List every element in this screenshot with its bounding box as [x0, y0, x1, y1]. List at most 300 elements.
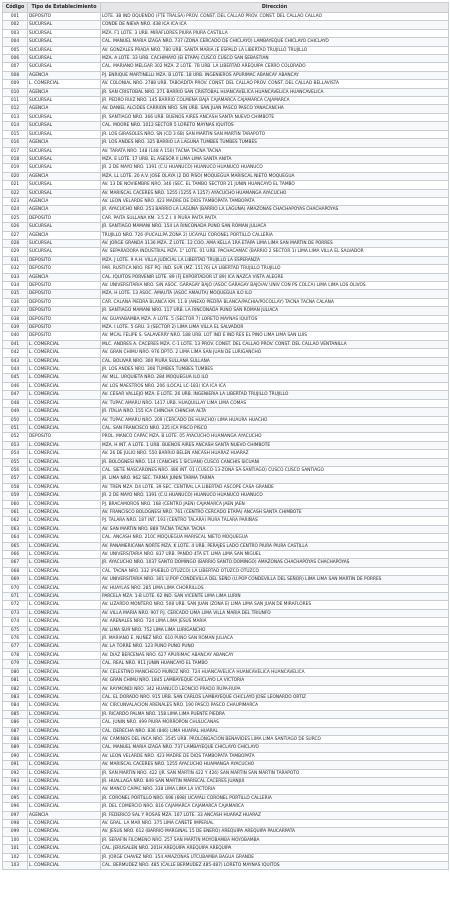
cell-codigo: 064 [3, 534, 28, 542]
table-row [3, 433, 449, 441]
cell-tipo: L. COMERCIAL [28, 761, 101, 769]
table-row [3, 567, 449, 575]
cell-codigo: 032 [3, 265, 28, 273]
cell-codigo: 099 [3, 828, 28, 836]
cell-direccion: AV. JESUS NRO. 612 (BARRIO MARGINAL 15 DE ENERO) AREQUIPA AREQUIPA PAUCARPATA [101, 828, 449, 836]
table-row [3, 668, 449, 676]
table-row [3, 340, 449, 348]
cell-direccion: AV. LOS MAESTROS NRO. 206 (LOCAL LC-183) ICA ICA ICA [101, 382, 449, 390]
table-row [3, 349, 449, 357]
cell-tipo: L. COMERCIAL [28, 609, 101, 617]
cell-tipo: L. COMERCIAL [28, 374, 101, 382]
cell-codigo: 084 [3, 702, 28, 710]
cell-tipo: L. COMERCIAL [28, 660, 101, 668]
cell-codigo: 007 [3, 63, 28, 71]
cell-codigo: 002 [3, 21, 28, 29]
table-row [3, 769, 449, 777]
cell-codigo: 015 [3, 130, 28, 138]
establishments-table [2, 2, 449, 870]
cell-direccion: AV. GRAN CHIMU NRO. 976 DPTO. 2 LIMA LIMA SAN JUAN DE LURIGANCHO [101, 349, 449, 357]
cell-direccion: AV. MARISCAL CACERES NRO. 1255 (1255 A 1257) AYACUCHO HUAMANGA AYACUCHO [101, 189, 449, 197]
cell-direccion: AV. CAMINOS DEL INCA NRO. 3545 URB. PROLONGACION BENAVIDES LIMA LIMA SANTIAGO DE SURCO [101, 735, 449, 743]
cell-tipo: DEPOSITO [28, 214, 101, 222]
cell-direccion: CAL. MANUEL MARIA IZAGA NRO. 737 (ZONA CERCADO DE CHICLAYO) LAMBAYEQUE CHICLAYO CHICLAYO [101, 38, 449, 46]
cell-direccion: JR. CORONEL PORTILLO NRO. 696 (698) UCAYALI CORONEL PORTILLO CALLERIA [101, 794, 449, 802]
cell-tipo: L. COMERCIAL [28, 828, 101, 836]
cell-codigo: 029 [3, 248, 28, 256]
table-row [3, 601, 449, 609]
cell-codigo: 060 [3, 500, 28, 508]
cell-tipo: L. COMERCIAL [28, 424, 101, 432]
cell-tipo: DEPOSITO [28, 433, 101, 441]
cell-codigo: 003 [3, 29, 28, 37]
cell-direccion: CONDE DE NIEVA NRO. 438 ICA ICA ICA [101, 21, 449, 29]
cell-codigo: 010 [3, 88, 28, 96]
cell-direccion: AV. FRANCISCO BOLOGNESI NRO. 761 (CENTRO CERCADO ETAPA) ANCASH SANTA CHIMBOTE [101, 508, 449, 516]
table-row [3, 181, 449, 189]
cell-direccion: PAR. RUSTICA NRO. REF PQ. IND. SUR (MZ. 15176) LA LIBERTAD TRUJILLO TRUJILLO [101, 265, 449, 273]
cell-direccion: PJ. TALARA NRO. 187 INT. 193 (CENTRO TALARA) PIURA TALARA PARIÑAS [101, 517, 449, 525]
cell-tipo: L. COMERCIAL [28, 702, 101, 710]
table-row [3, 239, 449, 247]
table-row [3, 63, 449, 71]
table-row [3, 660, 449, 668]
cell-tipo: L. COMERCIAL [28, 862, 101, 870]
cell-direccion: JR. FEDERICO SAL Y ROSAS MZA. 107 LOTE. 33 ANCASH HUARAZ HUARAZ [101, 811, 449, 819]
cell-codigo: 083 [3, 693, 28, 701]
cell-direccion: CAL. MOORE NRO. 1012 SECTOR 5 LORETO MAYNAS IQUITOS [101, 122, 449, 130]
cell-direccion: AV. CESAR VALLEJO MZA. E LOTE. 26 URB. INGENIERIA LA LIBERTAD TRUJILLO TRUJILLO [101, 391, 449, 399]
cell-codigo: 058 [3, 483, 28, 491]
table-row [3, 374, 449, 382]
cell-direccion: AV. TUPAC AMARU NRO. 209 (CERCADO DE HUACHO) LIMA HUAURA HUACHO [101, 416, 449, 424]
cell-codigo: 092 [3, 769, 28, 777]
cell-direccion: CAL. SIETE MASCARONES NRO. 486 INT. 01 (CUSCO-13-ZONA SA-SANTIAGO) CUSCO CUSCO SANTIAGO [101, 466, 449, 474]
cell-tipo: L. COMERCIAL [28, 643, 101, 651]
table-row [3, 97, 449, 105]
table-row [3, 105, 449, 113]
cell-tipo: AGENCIA [28, 273, 101, 281]
cell-codigo: 013 [3, 113, 28, 121]
table-row [3, 424, 449, 432]
table-row [3, 492, 449, 500]
cell-tipo: AGENCIA [28, 811, 101, 819]
cell-tipo: L. COMERCIAL [28, 357, 101, 365]
cell-tipo: SUCURSAL [28, 147, 101, 155]
table-row [3, 836, 449, 844]
cell-codigo: 079 [3, 660, 28, 668]
cell-codigo: 016 [3, 139, 28, 147]
cell-direccion: CAL. JUNIN NRO. 499 PIURA MORROPON CHULUCANAS [101, 719, 449, 727]
cell-direccion: AV. LEON VELARDE NRO. 423 MADRE DE DIOS TAMBOPATA TAMBOPATA [101, 752, 449, 760]
cell-codigo: 069 [3, 576, 28, 584]
cell-tipo: L. COMERCIAL [28, 593, 101, 601]
establishments-table-container [2, 2, 448, 870]
cell-tipo: AGENCIA [28, 88, 101, 96]
cell-tipo: SUCURSAL [28, 239, 101, 247]
cell-direccion: AV. SEPARADORA INDUSTRIAL MZA. 1° LOTE. 01 URB. PACHACAMAC (BARRIO 2 SECTOR 1) LIMA LIMA VILLA EL SALVADOR [101, 248, 449, 256]
cell-codigo: 071 [3, 593, 28, 601]
cell-tipo: L. COMERCIAL [28, 769, 101, 777]
cell-codigo: 044 [3, 366, 28, 374]
cell-direccion: CAL. REAL NRO. 911 JUNIN HUANCAYO EL TAMBO [101, 660, 449, 668]
cell-tipo: L. COMERCIAL [28, 366, 101, 374]
cell-codigo: 077 [3, 643, 28, 651]
table-row [3, 719, 449, 727]
cell-codigo: 018 [3, 155, 28, 163]
cell-direccion: AV. CELESTINO MANCHEGO MUÑOZ NRO. 724 HUANCAVELICA HUANCAVELICA HUANCAVELICA [101, 668, 449, 676]
cell-tipo: L. COMERCIAL [28, 542, 101, 550]
cell-tipo: L. COMERCIAL [28, 551, 101, 559]
table-row [3, 820, 449, 828]
table-row [3, 147, 449, 155]
cell-direccion: AV. MARISCAL CACERES NRO. 1255 AYACUCHO HUAMANGA AYACUCHO [101, 761, 449, 769]
cell-codigo: 026 [3, 223, 28, 231]
cell-codigo: 001 [3, 13, 28, 21]
cell-codigo: 050 [3, 416, 28, 424]
cell-direccion: AV. TUPAC AMARU NRO. 1417 URB. HUAQUILLAY LIMA LIMA COMAS [101, 399, 449, 407]
header-tipo: Tipo de Establecimiento [28, 3, 101, 13]
cell-tipo: L. COMERCIAL [28, 635, 101, 643]
cell-direccion: AV. JORGE GRANDA 3136 MZA. Z LOTE. 12 COO. AMA KELLA 1RA ETAPA LIMA LIMA SAN MARTIN DE PORRES [101, 239, 449, 247]
cell-codigo: 038 [3, 315, 28, 323]
table-row [3, 13, 449, 21]
cell-tipo: L. COMERCIAL [28, 382, 101, 390]
table-row [3, 635, 449, 643]
cell-codigo: 074 [3, 618, 28, 626]
table-row [3, 88, 449, 96]
cell-tipo: AGENCIA [28, 172, 101, 180]
table-row [3, 290, 449, 298]
cell-direccion: AV. SAN MARTIN NRO. 889 TACNA TACNA TACNA [101, 525, 449, 533]
cell-tipo: L. COMERCIAL [28, 727, 101, 735]
cell-direccion: JR. PEDRO RUIZ NRO. 145 BARRIO COLMENA BAJA CAJAMARCA CAJAMARCA CAJAMARCA [101, 97, 449, 105]
table-row [3, 576, 449, 584]
table-row [3, 366, 449, 374]
cell-codigo: 062 [3, 517, 28, 525]
cell-tipo: DEPOSITO [28, 332, 101, 340]
table-row [3, 248, 449, 256]
cell-tipo: L. COMERCIAL [28, 651, 101, 659]
cell-tipo: L. COMERCIAL [28, 399, 101, 407]
cell-codigo: 047 [3, 391, 28, 399]
cell-direccion: JR. BOLOGNESI NRO. 114 (CANCHIS 1 SICUANI) CUSCO CANCHIS SICUANI [101, 458, 449, 466]
cell-codigo: 005 [3, 46, 28, 54]
cell-direccion: AV. RAYMONDI NRO. 342 HUANUCO LEONCIO PRADO RUPA-RUPA [101, 685, 449, 693]
cell-codigo: 096 [3, 803, 28, 811]
cell-codigo: 021 [3, 181, 28, 189]
table-row [3, 307, 449, 315]
cell-tipo: L. COMERCIAL [28, 475, 101, 483]
cell-codigo: 052 [3, 433, 28, 441]
cell-direccion: JR. AYACUCHO NRO. 1037 SANTO DOMINGO (BARRIO SANTO DOMINGO) AMAZONAS CHACHAPOYAS CHACHAPOYAS [101, 559, 449, 567]
table-row [3, 324, 449, 332]
cell-codigo: 098 [3, 820, 28, 828]
table-row [3, 559, 449, 567]
table-row [3, 458, 449, 466]
cell-direccion: AV. VILLA MARIA NRO. 907 P.J. CERCADO LIMA LIMA VILLA MARIA DEL TRIUNFO [101, 609, 449, 617]
table-row [3, 593, 449, 601]
cell-tipo: L. COMERCIAL [28, 777, 101, 785]
table-row [3, 500, 449, 508]
cell-tipo: L. COMERCIAL [28, 677, 101, 685]
table-header-row [3, 3, 449, 13]
table-row [3, 265, 449, 273]
cell-tipo: DEPOSITO [28, 324, 101, 332]
cell-codigo: 094 [3, 786, 28, 794]
table-row [3, 46, 449, 54]
cell-direccion: CAL. BERMUDEZ NRO. 485 (CALLE BERMUDEZ 485-487) LORETO MAYNAS IQUITOS [101, 862, 449, 870]
cell-direccion: JR. HUALLAGA NRO. 849 SAN MARTIN MARISCAL CACERES JUANJUI [101, 777, 449, 785]
cell-tipo: L. COMERCIAL [28, 786, 101, 794]
cell-direccion: CAL. MANUEL MARIA IZAGA NRO. 737 LAMBAYEQUE CHICLAYO CHICLAYO [101, 744, 449, 752]
table-row [3, 685, 449, 693]
cell-direccion: CAL. ANCASH NRO. 210C MOQUEGUA MARISCAL NIETO MOQUEGUA [101, 534, 449, 542]
table-row [3, 466, 449, 474]
cell-codigo: 037 [3, 307, 28, 315]
cell-direccion: JR. SANTIAGO MAMANI NRO. 117 URB. LA RINCONADA PUNO SAN ROMAN JULIACA [101, 307, 449, 315]
table-row [3, 542, 449, 550]
table-row [3, 811, 449, 819]
cell-direccion: JR. LOS GIRASOLES NRO. SN (CD 3 6B) SAN MARTIN SAN MARTIN TARAPOTO [101, 130, 449, 138]
cell-codigo: 095 [3, 794, 28, 802]
cell-tipo: L. COMERCIAL [28, 340, 101, 348]
cell-tipo: L. COMERCIAL [28, 450, 101, 458]
cell-codigo: 023 [3, 197, 28, 205]
cell-direccion: AV. LA TORRE NRO. 123 PUNO PUNO PUNO [101, 643, 449, 651]
cell-tipo: SUCURSAL [28, 189, 101, 197]
cell-direccion: JR. RICARDO PALMA NRO. 158 LIMA LIMA PUENTE PIEDRA [101, 710, 449, 718]
cell-codigo: 054 [3, 450, 28, 458]
cell-codigo: 068 [3, 567, 28, 575]
cell-codigo: 049 [3, 408, 28, 416]
cell-tipo: L. COMERCIAL [28, 349, 101, 357]
cell-tipo: L. COMERCIAL [28, 735, 101, 743]
cell-direccion: AV. CIRCUNVALACION ARENALES NRO. 190 PASCO PASCO CHAUPIMARCA [101, 702, 449, 710]
cell-tipo: SUCURSAL [28, 46, 101, 54]
cell-codigo: 051 [3, 424, 28, 432]
cell-tipo: L. COMERCIAL [28, 794, 101, 802]
cell-direccion: AV. GRAL. LA MAR NRO. 375 LIMA CAÑETE IMPERIAL [101, 820, 449, 828]
cell-codigo: 041 [3, 340, 28, 348]
table-row [3, 786, 449, 794]
cell-direccion: JR. SANTIAGO MAMANI NRO. 154 LA RINCONADA PUNO SAN ROMAN JULIACA [101, 223, 449, 231]
cell-tipo: L. COMERCIAL [28, 853, 101, 861]
table-row [3, 777, 449, 785]
cell-direccion: AV. LEON VELARDE NRO. 423 MADRE DE DIOS TAMBOPATA TAMBOPATA [101, 197, 449, 205]
cell-direccion: JR. JORGE CHAVEZ NRO. 354 AMAZONAS UTCUBAMBA BAGUA GRANDE [101, 853, 449, 861]
table-row [3, 332, 449, 340]
cell-codigo: 024 [3, 206, 28, 214]
cell-codigo: 035 [3, 290, 28, 298]
cell-direccion: JR. 2 DE MAYO NRO. 1391 (C.U HUANUCO) HUANUCO HUANUCO HUANUCO [101, 164, 449, 172]
table-row [3, 744, 449, 752]
cell-codigo: 101 [3, 845, 28, 853]
cell-tipo: SUCURSAL [28, 155, 101, 163]
cell-codigo: 055 [3, 458, 28, 466]
cell-tipo: L. COMERCIAL [28, 500, 101, 508]
cell-direccion: MZA. F1 LOTE. 3 URB. MIRAFLORES PIURA PIURA CASTILLA [101, 29, 449, 37]
cell-direccion: JR. MARIANO E. NUÑEZ NRO. 610 PUNO SAN ROMAN JULIACA [101, 635, 449, 643]
table-row [3, 408, 449, 416]
cell-tipo: L. COMERCIAL [28, 483, 101, 491]
table-row [3, 828, 449, 836]
cell-codigo: 089 [3, 744, 28, 752]
cell-tipo: SUCURSAL [28, 29, 101, 37]
cell-codigo: 048 [3, 399, 28, 407]
cell-direccion: AV. UNIVERSITARIA NRO. 301 U.POP CONDEVILLA DEL SEÑO (U.POP CONDEVILLA DEL SEÑOR) LIMA LIMA SAN MARTIN DE PORRES [101, 576, 449, 584]
cell-direccion: AV. DANIEL ALCIDES CARRION NRO. S/N URB. SAN JUAN PASCO PASCO YANACANCHA [101, 105, 449, 113]
cell-direccion: AV. TREN MZA. D4 LOTE. 39 SEC. CENTRAL LA LIBERTAD ASCOPE CASA GRANDE [101, 483, 449, 491]
cell-codigo: 080 [3, 668, 28, 676]
cell-tipo: SUCURSAL [28, 181, 101, 189]
cell-direccion: AV. PANAMERICANA NORTE MZA. K LOTE. 4 URB. PERAJES LADO CENTRO PIURA PIURA CASTILLA [101, 542, 449, 550]
cell-tipo: L. COMERCIAL [28, 693, 101, 701]
cell-codigo: 027 [3, 231, 28, 239]
cell-codigo: 078 [3, 651, 28, 659]
cell-tipo: L. COMERCIAL [28, 668, 101, 676]
table-row [3, 315, 449, 323]
cell-tipo: L. COMERCIAL [28, 517, 101, 525]
cell-tipo: DEPOSITO [28, 13, 101, 21]
table-row [3, 113, 449, 121]
cell-direccion: JR. SAN CRISTOBAL NRO. 271 BARRIO SAN CRISTOBAL HUANCAVELICA HUANCAVELICA HUANCAVELICA [101, 88, 449, 96]
cell-codigo: 025 [3, 214, 28, 222]
cell-codigo: 039 [3, 324, 28, 332]
table-row [3, 206, 449, 214]
table-row [3, 155, 449, 163]
cell-direccion: AV. UNIVERSITARIA NRO. 837 URB. PANDO 4TA ET. LIMA LIMA SAN MIGUEL [101, 551, 449, 559]
cell-codigo: 057 [3, 475, 28, 483]
table-row [3, 727, 449, 735]
cell-direccion: CAL. IQUITOS PORVENIR LOTE. 89 (FJ EXPORTADOR LT 89) ICA NAZCA VISTA ALEGRE [101, 273, 449, 281]
cell-tipo: L. COMERCIAL [28, 744, 101, 752]
cell-direccion: CAR. CALANA PIEDRA BLANCA KM. 11.8 (ANEXO PIEDRA BLANCA/PACHIA/POCOLLAY) TACNA TACNA CALANA [101, 298, 449, 306]
cell-direccion: AV. 26 DE JULIO NRO. 550 BARRIO BELEN ANCASH HUARAZ HUARAZ [101, 450, 449, 458]
cell-codigo: 070 [3, 584, 28, 592]
table-row [3, 618, 449, 626]
cell-codigo: 066 [3, 551, 28, 559]
table-row [3, 416, 449, 424]
cell-direccion: JR. 2 DE MAYO NRO. 1391 (C.U.HUANUCO) HUANUCO HUANUCO HUANUCO [101, 492, 449, 500]
table-row [3, 172, 449, 180]
cell-codigo: 012 [3, 105, 28, 113]
cell-direccion: AV. MANCO CAPAC NRO. 338 LIMA LIMA LA VICTORIA [101, 786, 449, 794]
cell-direccion: MZA. LL LOTE. 20 A.V. JOSE OLAYA (2 DO PISO) MOQUEGUA MARISCAL NIETO MOQUEGUA [101, 172, 449, 180]
cell-codigo: 046 [3, 382, 28, 390]
cell-codigo: 093 [3, 777, 28, 785]
table-row [3, 584, 449, 592]
table-row [3, 702, 449, 710]
cell-direccion: JR. LOS ANDES NRO. 308 TUMBES TUMBES TUMBES [101, 366, 449, 374]
cell-tipo: DEPOSITO [28, 265, 101, 273]
cell-codigo: 031 [3, 256, 28, 264]
cell-direccion: CAL. TACNA NRO. 332 (PUEBLO OTUZCO) LA LIBERTAD OTUZCO OTUZCO [101, 567, 449, 575]
table-row [3, 189, 449, 197]
table-row [3, 231, 449, 239]
cell-codigo: 081 [3, 677, 28, 685]
cell-codigo: 085 [3, 710, 28, 718]
table-row [3, 483, 449, 491]
table-row [3, 29, 449, 37]
table-row [3, 794, 449, 802]
cell-tipo: SUCURSAL [28, 248, 101, 256]
cell-codigo: 036 [3, 298, 28, 306]
cell-direccion: AV. COLONIAL NRO. 2788 URB. TABOADITA PROV. CONST. DEL CALLAO PROV. CONST. DEL CALLAO BELLAVISTA [101, 80, 449, 88]
cell-direccion: JR. SANTIAGO NRO. 366 URB. BUENOS AIRES ANCASH SANTA NUEVO CHIMBOTE [101, 113, 449, 121]
cell-tipo: L. COMERCIAL [28, 803, 101, 811]
table-row [3, 752, 449, 760]
cell-codigo: 097 [3, 811, 28, 819]
table-row [3, 382, 449, 390]
cell-direccion: TRUJILLO NRO. 726 (PUCALLPA ZONA 2) UCAYALI CORONEL PORTILLO CALLERIA [101, 231, 449, 239]
table-row [3, 122, 449, 130]
cell-codigo: 103 [3, 862, 28, 870]
cell-direccion: AV. 13 DE NOVIEMBRE NRO. 346 (SEC. EL TAMBO SECTOR 21 JUNIN HUANCAYO EL TAMBO [101, 181, 449, 189]
table-row [3, 677, 449, 685]
cell-direccion: PJ. ENRIQUE MARTINELLI MZA. B LOTE. 18 URB. INGENIEROS APURIMAC ABANCAY ABANCAY [101, 71, 449, 79]
cell-tipo: L. COMERCIAL [28, 492, 101, 500]
cell-tipo: L. COMERCIAL [28, 584, 101, 592]
cell-direccion: CAL. EL DORADO NRO. 915 URB. SAN CARLOS LAMBAYEQUE CHICLAYO JOSE LEONARDO ORTIZ [101, 693, 449, 701]
cell-tipo: SUCURSAL [28, 164, 101, 172]
cell-tipo: L. COMERCIAL [28, 525, 101, 533]
table-row [3, 223, 449, 231]
cell-tipo: L. COMERCIAL [28, 408, 101, 416]
table-row [3, 643, 449, 651]
cell-codigo: 022 [3, 189, 28, 197]
cell-codigo: 020 [3, 172, 28, 180]
cell-tipo: AGENCIA [28, 71, 101, 79]
table-row [3, 71, 449, 79]
table-row [3, 517, 449, 525]
table-row [3, 525, 449, 533]
cell-direccion: JR. SAN MARTIN NRO. 422 (JR. SAN MARTIN 422 Y 426) SAN MARTIN SAN MARTIN TARAPOTO [101, 769, 449, 777]
cell-codigo: 004 [3, 38, 28, 46]
cell-codigo: 017 [3, 147, 28, 155]
cell-codigo: 065 [3, 542, 28, 550]
cell-tipo: L. COMERCIAL [28, 836, 101, 844]
cell-codigo: 042 [3, 349, 28, 357]
table-row [3, 693, 449, 701]
cell-codigo: 100 [3, 836, 28, 844]
cell-tipo: SUCURSAL [28, 97, 101, 105]
cell-tipo: DEPOSITO [28, 290, 101, 298]
cell-direccion: JR. SERAFIN FILOMENO NRO. 257 SAN MARTIN MOYOBAMBA MOYOBAMBA [101, 836, 449, 844]
table-body [3, 13, 449, 870]
table-row [3, 139, 449, 147]
cell-direccion: MZA. A LOTE. 33 URB. CACHIMAYO (EI ETAPA) CUSCO CUSCO SAN SEBASTIAN [101, 55, 449, 63]
table-row [3, 80, 449, 88]
cell-direccion: JR. LIMA NRO. 962 SEC. TARMA JUNIN TARMA TARMA [101, 475, 449, 483]
table-row [3, 508, 449, 516]
cell-direccion: PROL. MANCO CAPAC MZA. B LOTE. 05 AYACUCHO HUAMANGA AYACUCHO [101, 433, 449, 441]
cell-codigo: 088 [3, 735, 28, 743]
cell-direccion: CAL. DERECHA NRO. 836 (846) LIMA HUARAL HUARAL [101, 727, 449, 735]
header-direccion: Dirección [101, 3, 449, 13]
table-row [3, 282, 449, 290]
table-row [3, 475, 449, 483]
cell-codigo: 034 [3, 282, 28, 290]
cell-tipo: DEPOSITO [28, 315, 101, 323]
cell-direccion: AV. UNIVERSITARIA NRO. S/N ASOC. GARAGAY BAJO (ASOC GARAGAY BAJO/AV UNIV CON PS COLCA) LIMA LIMA LOS OLIVOS [101, 282, 449, 290]
cell-codigo: 082 [3, 685, 28, 693]
cell-direccion: JR. DEL COMERCIO NRO. 816 CAJAMARCA CAJAMARCA CAJAMARCA [101, 803, 449, 811]
cell-tipo: L. COMERCIAL [28, 752, 101, 760]
cell-tipo: L. COMERCIAL [28, 508, 101, 516]
cell-tipo: L. COMERCIAL [28, 618, 101, 626]
cell-codigo: 102 [3, 853, 28, 861]
